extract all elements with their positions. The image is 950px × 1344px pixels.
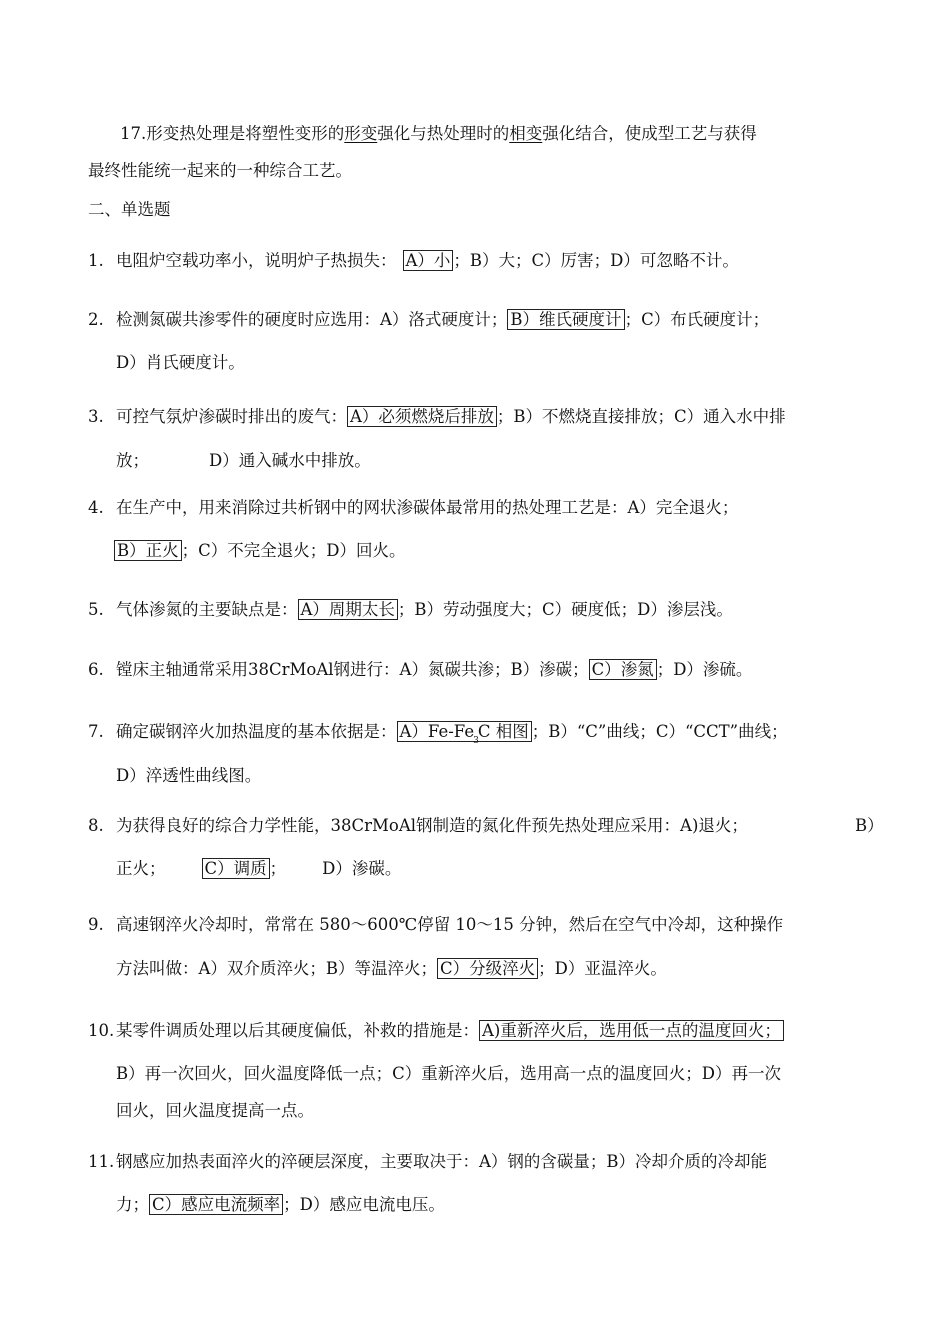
question-number: 3. [88, 407, 104, 426]
question-options: 正火； [116, 859, 166, 878]
question-number: 5. [88, 600, 104, 619]
question-10 [88, 1020, 784, 1042]
answer-box: A）周期太长 [298, 599, 398, 620]
question-options: ；D）亚温淬火。 [538, 959, 667, 978]
answer-box: A）必须燃烧后排放 [347, 406, 497, 427]
answer-box-subscript: 3 [473, 736, 479, 746]
question-options: D）渗碳。 [322, 859, 402, 878]
question-number: 4. [88, 498, 104, 517]
question-options: ；B）“C”曲线；C）“CCT”曲线； [531, 722, 788, 741]
answer-box: C）感应电流频率 [149, 1194, 283, 1215]
question-1 [88, 250, 739, 272]
answer-box: B）维氏硬度计 [507, 309, 624, 330]
question-number: 2. [88, 310, 104, 329]
question-10-line-2: B）再一次回火，回火温度降低一点；C）重新淬火后，选用高一点的温度回火；D）再一次 [116, 1064, 781, 1083]
question-8 [88, 815, 748, 837]
question-options: ；D）渗硫。 [656, 660, 753, 679]
question-4 [88, 497, 738, 519]
question-2-line-2: D）肖氏硬度计。 [116, 353, 245, 372]
answer-box-text: C 相图 [477, 722, 529, 741]
question-text: 某零件调质处理以后其硬度偏低，补救的措施是： [116, 1021, 479, 1040]
answer-box [397, 721, 532, 746]
question-8-line-2 [116, 858, 401, 880]
intro-line-1 [120, 123, 757, 145]
answer-box-text: A）Fe-Fe [399, 722, 475, 741]
question-4-line-2 [114, 540, 406, 562]
question-text: 检测氮碳共渗零件的硬度时应选用：A）洛式硬度计； [116, 310, 508, 329]
question-9-line-2 [116, 958, 667, 980]
question-number: 6. [88, 660, 104, 679]
answer-box: A）小 [403, 250, 454, 271]
question-text: 为获得良好的综合力学性能，38CrMoAl钢制造的氮化件预先热处理应采用：A)退火； [116, 816, 748, 835]
question-text: 气体渗氮的主要缺点是： [116, 600, 298, 619]
question-text: 放； [116, 451, 149, 470]
intro-underline-1: 形变 [344, 124, 378, 143]
question-number: 8. [88, 816, 104, 835]
question-11 [88, 1151, 767, 1173]
question-options: ；C）布氏硬度计； [624, 310, 770, 329]
question-2 [88, 309, 769, 331]
question-11-line-2 [116, 1194, 445, 1216]
question-options: 方法叫做：A）双介质淬火；B）等温淬火； [116, 959, 438, 978]
question-number: 11. [88, 1152, 115, 1171]
question-number: 9. [88, 915, 104, 934]
intro-underline-2: 相变 [509, 124, 543, 143]
answer-box: C）分级淬火 [437, 958, 538, 979]
question-6 [88, 659, 752, 681]
question-10-line-3: 回火，回火温度提高一点。 [116, 1101, 314, 1120]
intro-text-1: 17.形变热处理是将塑性变形的 [120, 124, 345, 143]
question-text: 在生产中，用来消除过共析钢中的网状渗碳体最常用的热处理工艺是：A）完全退火； [116, 498, 739, 517]
section-title: 二、单选题 [88, 200, 171, 219]
question-7-line-2: D）淬透性曲线图。 [116, 766, 262, 785]
question-3-line-2 [116, 450, 371, 472]
answer-box: C）调质 [202, 858, 270, 879]
question-number: 1. [88, 251, 104, 270]
question-9 [88, 914, 783, 936]
question-7 [88, 721, 788, 746]
question-options: ；B）大；C）厉害；D）可忽略不计。 [453, 251, 739, 270]
question-text: 高速钢淬火冷却时，常常在 580～600℃停留 10～15 分钟，然后在空气中冷却，这种操作 [116, 915, 784, 934]
intro-text-3: 强化结合，使成型工艺与获得 [542, 124, 757, 143]
question-text: 可控气氛炉渗碳时排出的废气： [116, 407, 347, 426]
question-options: ； [269, 859, 287, 878]
answer-box: B）正火 [114, 540, 182, 561]
question-text: 电阻炉空载功率小，说明炉子热损失： [116, 251, 397, 270]
question-text: 力； [116, 1195, 149, 1214]
question-options: ；B）不燃烧直接排放；C）通入水中排 [496, 407, 786, 426]
question-options: ；D）感应电流电压。 [283, 1195, 445, 1214]
question-options: ；C）不完全退火；D）回火。 [181, 541, 406, 560]
intro-text-2: 强化与热处理时的 [377, 124, 510, 143]
question-text: 确定碳钢淬火加热温度的基本依据是： [116, 722, 397, 741]
question-5 [88, 599, 733, 621]
intro-line-2: 最终性能统一起来的一种综合工艺。 [88, 161, 352, 180]
answer-box: A)重新淬火后，选用低一点的温度回火； [479, 1020, 784, 1041]
question-text: 钢感应加热表面淬火的淬硬层深度，主要取决于：A）钢的含碳量；B）冷却介质的冷却能 [116, 1152, 768, 1171]
question-options: ；B）劳动强度大；C）硬度低；D）渗层浅。 [397, 600, 733, 619]
question-number: 7. [88, 722, 104, 741]
question-number: 10. [88, 1021, 115, 1040]
question-8-option-b: B） [855, 816, 884, 835]
question-text: 镗床主轴通常采用38CrMoAl钢进行：A）氮碳共渗；B）渗碳； [116, 660, 589, 679]
question-3 [88, 406, 786, 428]
answer-box: C）渗氮 [589, 659, 657, 680]
question-options: D）通入碱水中排放。 [209, 451, 371, 470]
